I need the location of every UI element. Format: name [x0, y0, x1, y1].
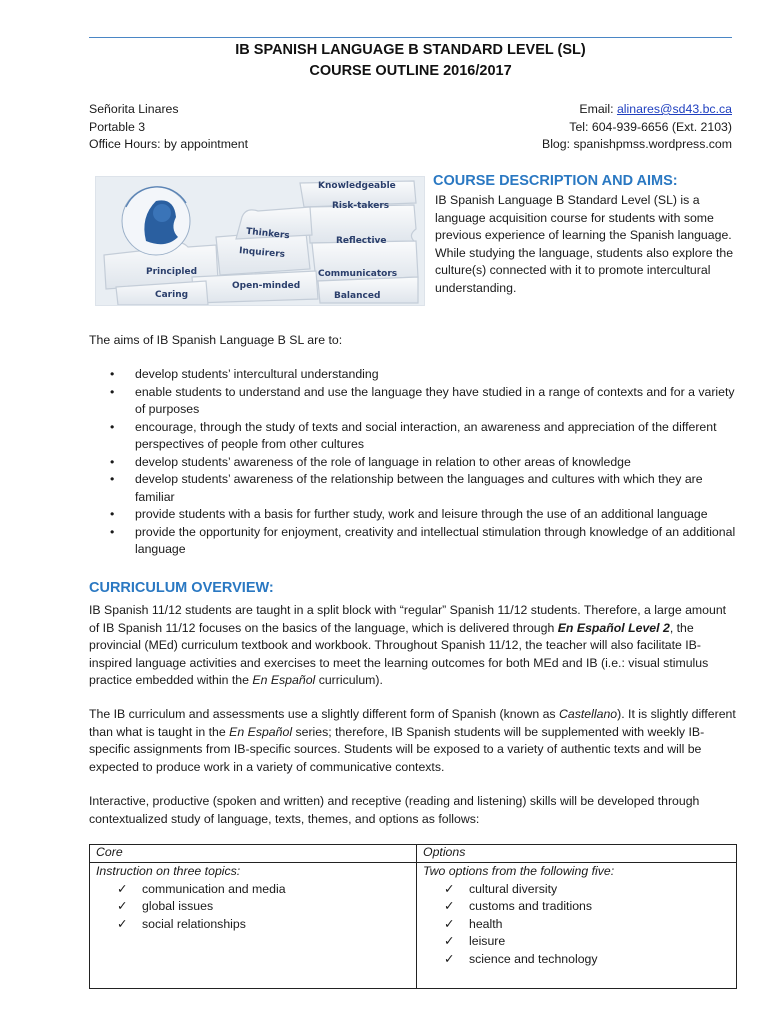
p1-text: IB Spanish 11/12 students are taught in a split block with “regular” Spanish 11/12 students. Therefore, a large amount of IB Spanish 11/12 focuses on the basics of the language, which is delivered through — [89, 603, 727, 635]
option-item: ✓ customs and traditions — [423, 898, 736, 916]
core-list — [96, 881, 416, 934]
option-item: ✓ science and technology — [423, 951, 736, 969]
core-item: ✓ global issues — [96, 898, 416, 916]
aims-list — [89, 366, 739, 559]
course-description-text: IB Spanish Language B Standard Level (SL) is a language acquisition course for students with some previous experience of learning the Spanish language. While studying the language, students also explore the culture(s) connected with it to promote intercultural understanding. — [435, 193, 734, 295]
p2-text-2: ). It is slightly different than what is taught in the — [89, 707, 736, 739]
options-header: Options — [417, 845, 737, 863]
aim-item: • encourage, through the study of texts and social interaction, an awareness and appreciation of the different perspectives of people from other cultures — [89, 419, 739, 454]
puzzle-label-principled: Principled — [146, 267, 198, 277]
aims-intro: The aims of IB Spanish Language B SL are to: — [89, 333, 343, 347]
p1-text-3: curriculum). — [315, 673, 383, 687]
p2-text: The IB curriculum and assessments use a slightly different form of Spanish (known as — [89, 707, 560, 721]
puzzle-label-balanced: Balanced — [334, 291, 381, 301]
phone-line: Tel: 604-939-6656 (Ext. 2103) — [569, 119, 732, 134]
p2-text-3: series; therefore, IB Spanish students will be supplemented with weekly IB-specific assignments from IB-specific sources. Students will be exposed to a variety of authentic texts and will be expected to produce work in a variety of communicative contexts. — [89, 724, 705, 774]
aim-item: • enable students to understand and use the language they have studied in a range of contexts and for a variety of purposes — [89, 384, 739, 419]
header-rule — [89, 37, 732, 38]
core-options-table — [89, 844, 737, 989]
course-description-heading: COURSE DESCRIPTION AND AIMS: — [433, 173, 678, 189]
teacher-room: Portable 3 — [89, 119, 146, 134]
option-item: ✓ cultural diversity — [423, 881, 736, 899]
email-link[interactable]: alinares@sd43.bc.ca — [616, 102, 732, 116]
core-item: ✓ communication and media — [96, 881, 416, 899]
puzzle-label-knowledgeable: Knowledgeable — [318, 181, 396, 191]
p1-em-series: En Español — [252, 673, 316, 687]
teacher-name: Señorita Linares — [89, 102, 179, 116]
curriculum-paragraph-3: Interactive, productive (spoken and written) and receptive (reading and listening) skills will be developed through contextualized study of language, texts, themes, and options as follows: — [89, 794, 700, 826]
table-header-row — [90, 845, 737, 863]
aim-item: • provide students with a basis for further study, work and leisure through the use of an additional language — [89, 506, 739, 524]
core-item: ✓ social relationships — [96, 916, 416, 934]
p2-em-series: En Español — [229, 724, 293, 739]
puzzle-label-inquirers: Inquirers — [238, 246, 286, 260]
email-line — [542, 101, 732, 119]
options-cell — [417, 863, 737, 989]
curriculum-overview-heading: CURRICULUM OVERVIEW: — [89, 580, 274, 596]
option-item: ✓ leisure — [423, 933, 736, 951]
curriculum-paragraph-2 — [89, 706, 737, 776]
options-list — [423, 881, 736, 969]
puzzle-label-reflective: Reflective — [336, 236, 387, 246]
aim-item: • develop students’ awareness of the role of language in relation to other areas of knowledge — [89, 454, 739, 472]
p1-text-2: , the provincial (MEd) curriculum textbook and workbook. Throughout Spanish 11/12, the teacher will also facilitate IB-inspired language activities and exercises to meet the learning outcomes for both MEd and IB (i.e.: visual stimulus practice embedded within the — [89, 620, 709, 687]
teacher-info — [89, 101, 248, 154]
blog-line: Blog: spanishpmss.wordpress.com — [542, 137, 732, 151]
email-label: Email: — [579, 102, 614, 116]
curriculum-paragraph-1 — [89, 602, 737, 690]
contact-info — [542, 101, 732, 154]
puzzle-label-caring: Caring — [155, 290, 189, 300]
options-intro: Two options from the following five: — [423, 864, 615, 878]
document-subtitle: COURSE OUTLINE 2016/2017 — [309, 63, 512, 79]
puzzle-label-risk-takers: Risk-takers — [332, 201, 390, 211]
p1-em-textbook: En Español Level 2 — [557, 620, 670, 635]
core-intro: Instruction on three topics: — [96, 864, 241, 878]
puzzle-label-communicators: Communicators — [318, 269, 398, 279]
p2-em-castellano: Castellano — [559, 707, 618, 721]
document-title: IB SPANISH LANGUAGE B STANDARD LEVEL (SL) — [235, 42, 586, 58]
table-row — [90, 863, 737, 989]
core-cell — [90, 863, 417, 989]
puzzle-label-open-minded: Open-minded — [232, 281, 301, 291]
aim-item: • provide the opportunity for enjoyment, creativity and intellectual stimulation through knowledge of an additional language — [89, 524, 739, 559]
core-header: Core — [90, 845, 417, 863]
aim-item: • develop students’ intercultural understanding — [89, 366, 739, 384]
puzzle-label-thinkers: Thinkers — [245, 226, 291, 242]
option-item: ✓ health — [423, 916, 736, 934]
ib-logo-icon — [122, 187, 190, 255]
aim-item: • develop students’ awareness of the relationship between the languages and cultures with which they are familiar — [89, 471, 739, 506]
learner-profile-image — [95, 176, 425, 306]
office-hours: Office Hours: by appointment — [89, 137, 249, 151]
